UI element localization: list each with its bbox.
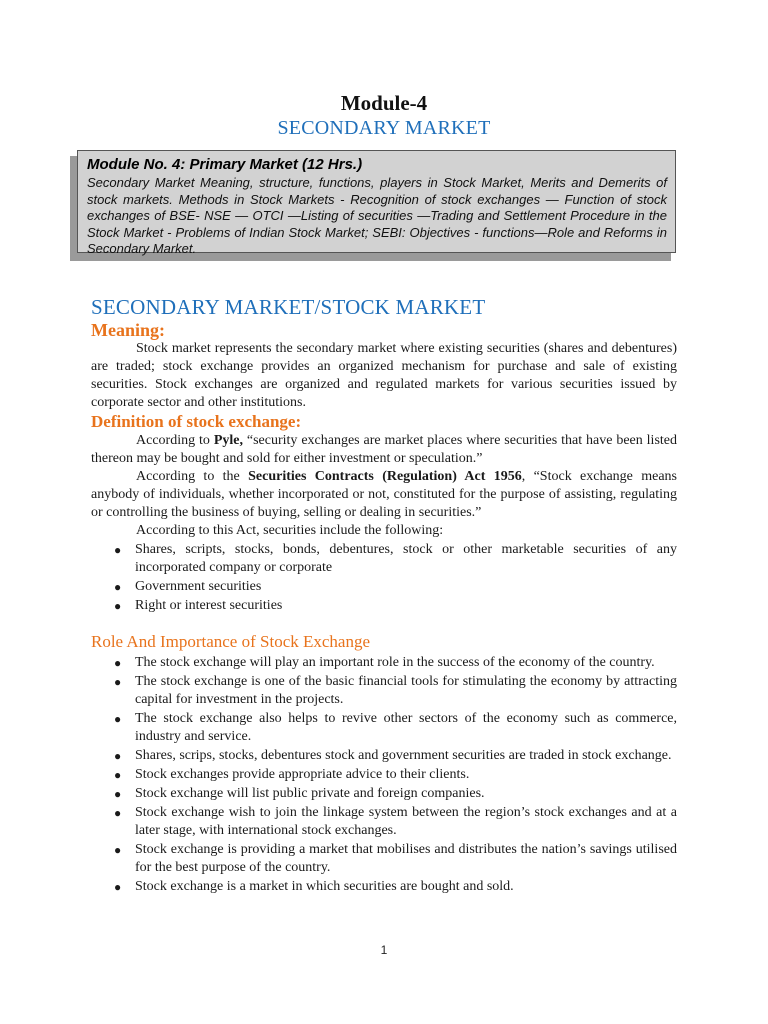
securities-intro-paragraph: [91, 522, 677, 540]
syllabus-body: Secondary Market Meaning, structure, functions, players in Stock Market, Merits and Demerits of stock markets. Methods in Stock Markets - Recognition of stock exchanges — Function of stock exchanges of BSE- NSE — OTCI —Listing of securities —Trading and Settlement Procedure in the Stock Market - Problems of Indian Stock Market; SEBI: Objectives - functions—Role and Reforms in Secondary Market.: [87, 175, 667, 256]
syllabus-heading: Module No. 4: Primary Market (12 Hrs.): [87, 156, 363, 173]
list-item-text: The stock exchange is one of the basic financial tools for stimulating the economy by attracting capital for investment in the projects.: [135, 674, 677, 707]
bullet-icon: ●: [114, 599, 122, 613]
list-item: [91, 541, 677, 577]
bullet-icon: ●: [114, 768, 122, 782]
list-item: [91, 578, 677, 596]
list-item: [91, 878, 677, 896]
list-item: [91, 785, 677, 803]
pyle-definition-paragraph: [91, 432, 677, 468]
pyle-prefix: According to: [136, 433, 214, 448]
role-heading: Role And Importance of Stock Exchange: [91, 632, 371, 651]
act-name: Securities Contracts (Regulation) Act 1956: [248, 469, 522, 484]
list-item: [91, 673, 677, 709]
list-item: [91, 597, 677, 615]
list-item-text: Stock exchanges provide appropriate advice to their clients.: [135, 767, 470, 782]
list-item-text: Stock exchange is a market in which securities are bought and sold.: [135, 879, 514, 894]
bullet-icon: ●: [114, 712, 122, 726]
pyle-name: Pyle,: [213, 433, 243, 448]
list-item: [91, 804, 677, 840]
meaning-text: Stock market represents the secondary market where existing securities (shares and debentures) are traded; stock exchange provides an organized mechanism for purchase and sale of existing securities. Stock exchanges are organized and regulated markets for various securities issued by corporate sector and other institutions.: [91, 341, 677, 410]
syllabus-box: [77, 150, 676, 256]
list-item-text: Stock exchange will list public private and foreign companies.: [135, 786, 485, 801]
list-item-text: The stock exchange also helps to revive other sectors of the economy such as commerce, industry and service.: [135, 711, 677, 744]
module-title: Module-4: [340, 91, 428, 115]
bullet-icon: ●: [114, 749, 122, 763]
bullet-icon: ●: [114, 806, 122, 820]
bullet-icon: ●: [114, 656, 122, 670]
securities-intro-text: According to this Act, securities include the following:: [136, 523, 444, 538]
bullet-icon: ●: [114, 675, 122, 689]
roles-list: [91, 654, 677, 897]
list-item-text: Shares, scripts, stocks, bonds, debentures, stock or other marketable securities of any incorporated company or corporate: [135, 542, 677, 575]
list-item-text: Shares, scrips, stocks, debentures stock and government securities are traded in stock exchange.: [135, 748, 672, 763]
securities-list: [91, 541, 677, 616]
list-item-text: Stock exchange wish to join the linkage system between the region’s stock exchanges and at a later stage, with international stock exchanges.: [135, 805, 677, 838]
list-item-text: Right or interest securities: [135, 598, 283, 613]
list-item: [91, 747, 677, 765]
definition-heading: Definition of stock exchange:: [91, 412, 302, 431]
list-item: [91, 654, 677, 672]
act-quote: , “Stock exchange means anybody of individuals, whether incorporated or not, constituted for the purpose of assisting, regulating or controlling the business of buying, selling or dealing in securities.”: [91, 469, 677, 520]
meaning-paragraph: [91, 340, 677, 412]
list-item: [91, 766, 677, 784]
list-item-text: The stock exchange will play an important role in the success of the economy of the country.: [135, 655, 655, 670]
list-item: [91, 841, 677, 877]
bullet-icon: ●: [114, 787, 122, 801]
list-item-text: Stock exchange is providing a market that mobilises and distributes the nation’s savings utilised for the best purpose of the country.: [135, 842, 677, 875]
bullet-icon: ●: [114, 843, 122, 857]
bullet-icon: ●: [114, 580, 122, 594]
list-item: [91, 710, 677, 746]
pyle-quote: “security exchanges are market places where securities that have been listed thereon may be bought and sold for either investment or speculation.”: [91, 433, 677, 466]
module-subtitle: SECONDARY MARKET: [277, 117, 491, 139]
page-number: 1: [380, 943, 388, 957]
bullet-icon: ●: [114, 543, 122, 557]
act-definition-paragraph: [91, 468, 677, 522]
section-title: SECONDARY MARKET/STOCK MARKET: [91, 295, 486, 319]
list-item-text: Government securities: [135, 579, 262, 594]
meaning-heading: Meaning:: [91, 320, 165, 340]
bullet-icon: ●: [114, 880, 122, 894]
act-prefix: According to the: [136, 469, 249, 484]
